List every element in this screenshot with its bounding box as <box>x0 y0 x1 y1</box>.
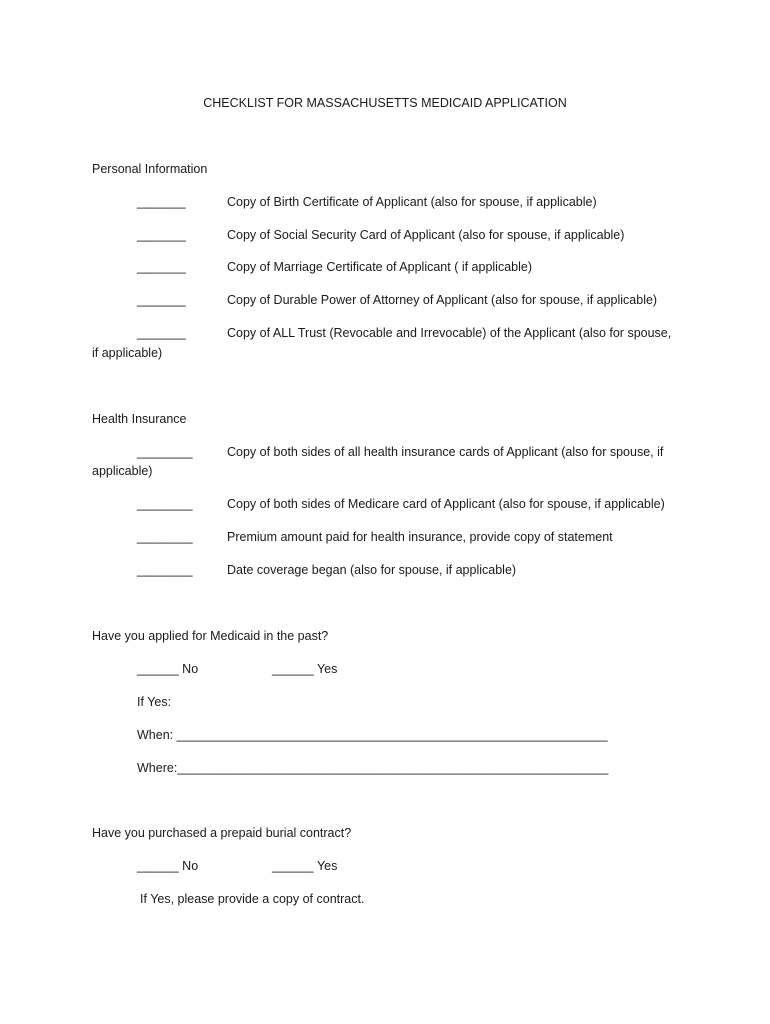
checkbox-blank[interactable]: _______ <box>137 293 186 307</box>
medicaid-if-yes-label: If Yes: <box>137 695 172 709</box>
burial-note: If Yes, please provide a copy of contract. <box>140 892 365 906</box>
medicaid-where-field[interactable]: Where:______________________________________________________________ <box>137 761 609 775</box>
checklist-item-text: Copy of Durable Power of Attorney of Applicant (also for spouse, if applicable) <box>227 293 658 307</box>
checklist-item-text: Copy of ALL Trust (Revocable and Irrevocable) of the Applicant (also for spouse, <box>227 326 672 340</box>
medicaid-yes-option[interactable]: ______ Yes <box>272 662 338 676</box>
checkbox-blank[interactable]: _______ <box>137 195 186 209</box>
checklist-item-text: Date coverage began (also for spouse, if applicable) <box>227 563 517 577</box>
checkbox-blank[interactable]: _______ <box>137 260 186 274</box>
checklist-item-continuation: applicable) <box>92 464 153 478</box>
checklist-item-continuation: if applicable) <box>92 346 163 360</box>
checkbox-blank[interactable]: ________ <box>137 445 193 459</box>
checkbox-blank[interactable]: ________ <box>137 530 193 544</box>
checklist-item-text: Premium amount paid for health insurance, provide copy of statement <box>227 530 613 544</box>
checklist-item-text: Copy of Birth Certificate of Applicant (also for spouse, if applicable) <box>227 195 597 209</box>
question-burial: Have you purchased a prepaid burial contract? <box>92 826 352 840</box>
burial-yes-option[interactable]: ______ Yes <box>272 859 338 873</box>
checkbox-blank[interactable]: ________ <box>137 563 193 577</box>
checklist-item-text: Copy of both sides of all health insurance cards of Applicant (also for spouse, if <box>227 445 664 459</box>
checkbox-blank[interactable]: _______ <box>137 326 186 340</box>
page-title: CHECKLIST FOR MASSACHUSETTS MEDICAID APPLICATION <box>203 96 567 110</box>
medicaid-when-field[interactable]: When: ______________________________________________________________ <box>137 728 608 742</box>
question-medicaid: Have you applied for Medicaid in the past? <box>92 629 329 643</box>
checklist-item-text: Copy of Marriage Certificate of Applicant ( if applicable) <box>227 260 533 274</box>
burial-no-option[interactable]: ______ No <box>137 859 199 873</box>
medicaid-no-option[interactable]: ______ No <box>137 662 199 676</box>
checklist-item-text: Copy of Social Security Card of Applicant (also for spouse, if applicable) <box>227 228 625 242</box>
checkbox-blank[interactable]: _______ <box>137 228 186 242</box>
checklist-item-text: Copy of both sides of Medicare card of Applicant (also for spouse, if applicable) <box>227 497 665 511</box>
section-heading-health: Health Insurance <box>92 412 187 426</box>
section-heading-personal: Personal Information <box>92 162 208 176</box>
checkbox-blank[interactable]: ________ <box>137 497 193 511</box>
